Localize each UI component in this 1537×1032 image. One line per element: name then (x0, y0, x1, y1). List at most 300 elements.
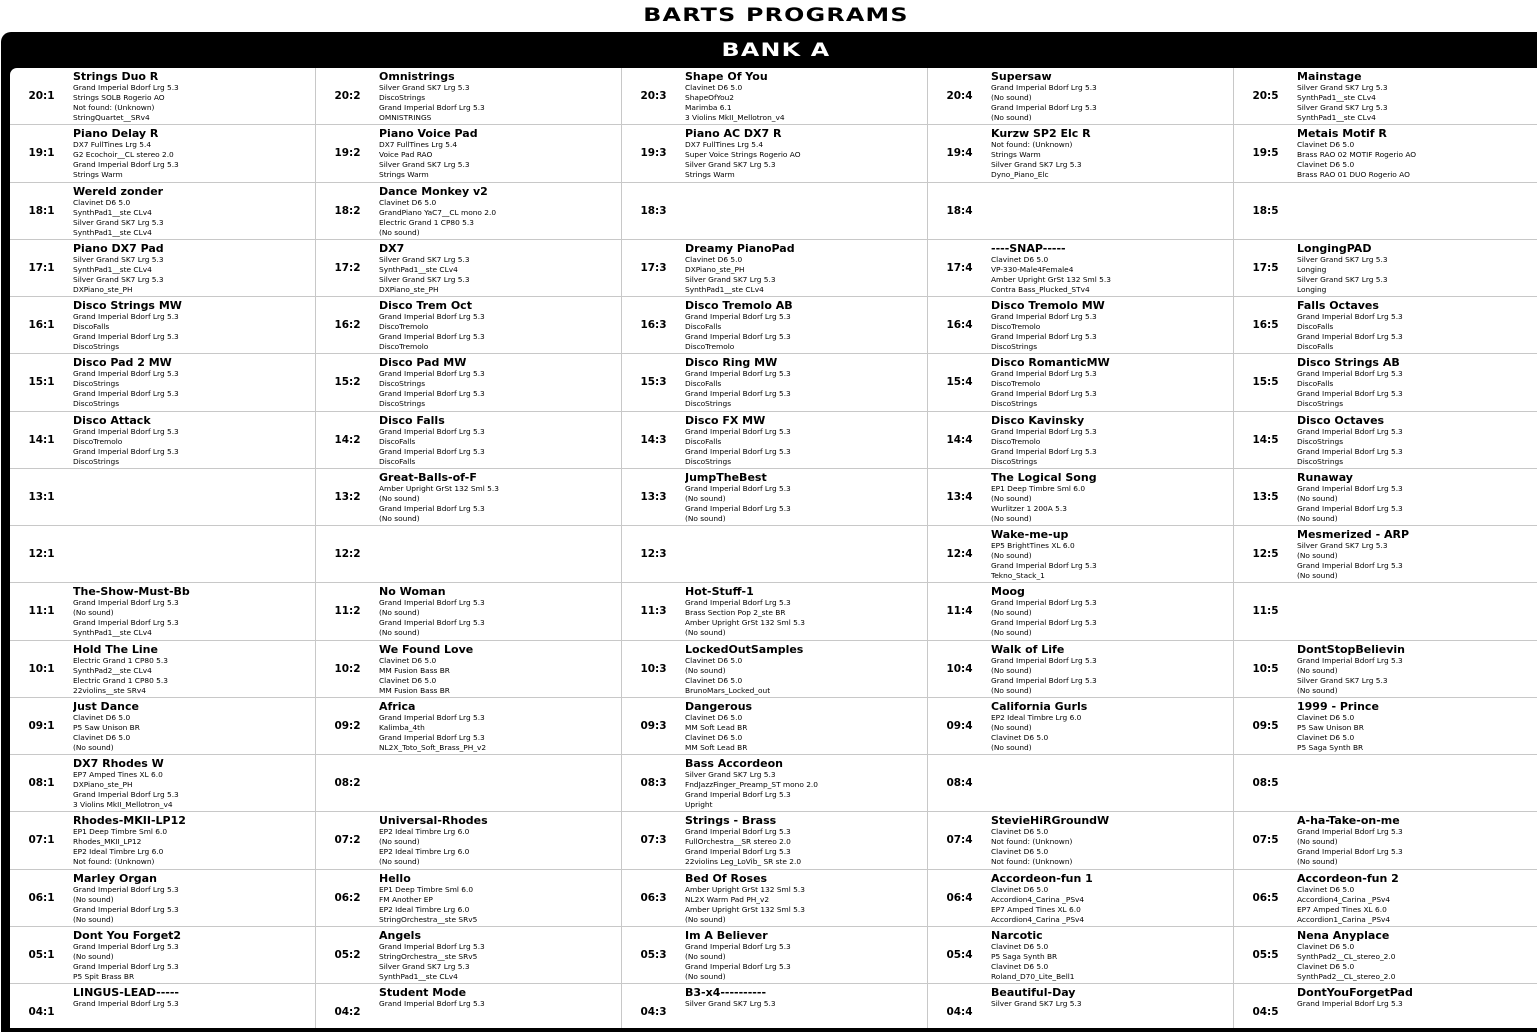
program-cell[interactable] (622, 183, 928, 239)
program-layer: Strings Warm (73, 170, 123, 180)
program-cell[interactable] (622, 870, 928, 926)
program-cell[interactable] (316, 354, 622, 410)
slot-number: 10:1 (28, 662, 55, 675)
program-info (1297, 812, 1537, 867)
program-cell[interactable] (622, 755, 928, 811)
slot-number: 18:2 (334, 204, 361, 217)
slot-number: 07:3 (640, 834, 667, 847)
program-layer: (No sound) (379, 608, 420, 618)
program-layer: DX7 FullTines Lrg 5.4 (379, 140, 458, 150)
program-layer: MM Fusion Bass BR (379, 665, 450, 675)
program-cell[interactable] (928, 870, 1234, 926)
program-layer: DiscoStrings (685, 399, 732, 409)
program-name: California Gurls (991, 699, 1088, 713)
program-name: Walk of Life (991, 642, 1065, 656)
program-info (1297, 984, 1537, 1009)
program-cell[interactable] (10, 812, 316, 868)
program-info (73, 641, 315, 696)
program-layer: (No sound) (991, 608, 1032, 618)
program-cell[interactable] (928, 641, 1234, 697)
program-layer: (No sound) (685, 951, 726, 961)
slot-number: 13:4 (946, 490, 973, 503)
program-name: Student Mode (379, 986, 467, 999)
slot-number: 08:1 (28, 777, 55, 790)
slot-number: 10:5 (1252, 662, 1279, 675)
program-cell[interactable] (316, 698, 622, 754)
program-cell[interactable] (928, 984, 1234, 1028)
program-info (991, 68, 1233, 123)
program-cell[interactable] (622, 354, 928, 410)
slot-number: 20:3 (640, 90, 667, 103)
program-layer: Silver Grand SK7 Lrg 5.3 (685, 999, 776, 1008)
program-cell[interactable] (1234, 412, 1537, 468)
program-cell[interactable] (1234, 469, 1537, 525)
program-cell[interactable] (316, 870, 622, 926)
program-cell[interactable] (622, 68, 928, 124)
slot-number: 05:1 (28, 948, 55, 961)
program-name: Marley Organ (73, 871, 157, 885)
program-cell[interactable] (316, 641, 622, 697)
program-layer: Brass RAO 02 MOTIF Rogerio AO (1297, 150, 1417, 160)
program-layer: Voice Pad RAO (379, 150, 433, 160)
program-layer: Silver Grand SK7 Lrg 5.3 (1297, 103, 1388, 112)
slot-number: 14:3 (640, 433, 667, 446)
slot-number: 09:5 (1252, 719, 1279, 732)
program-name: Wereld zonder (73, 184, 164, 198)
program-cell[interactable] (1234, 240, 1537, 296)
program-cell[interactable] (316, 68, 622, 124)
program-layer: DiscoTremolo (991, 379, 1041, 389)
program-layer: DiscoTremolo (991, 436, 1041, 446)
program-layer: Silver Grand SK7 Lrg 5.3 (685, 274, 776, 284)
slot-number: 07:4 (946, 834, 973, 847)
program-layer: Grand Imperial Bdorf Lrg 5.3 (73, 389, 179, 399)
program-name: 1999 - Prince (1297, 699, 1379, 713)
program-cell[interactable] (10, 183, 316, 239)
program-layer: Clavinet D6 5.0 (685, 254, 743, 264)
program-layer: NL2X Warm Pad PH_v2 (685, 894, 770, 904)
program-layer: (No sound) (685, 493, 726, 503)
program-info (1297, 927, 1537, 982)
program-cell[interactable] (316, 125, 622, 181)
program-layer: Grand Imperial Bdorf Lrg 5.3 (379, 598, 485, 608)
program-info (685, 183, 927, 186)
program-layer: Clavinet D6 5.0 (991, 732, 1049, 742)
slot-number: 07:2 (334, 834, 361, 847)
program-layer: EP2 Ideal Timbre Lrg 6.0 (991, 712, 1082, 722)
program-info (685, 984, 927, 1009)
program-layer: Silver Grand SK7 Lrg 5.3 (1297, 541, 1388, 550)
program-cell[interactable] (928, 812, 1234, 868)
program-row (10, 698, 1537, 755)
program-name: LINGUS-LEAD----- (73, 986, 179, 999)
program-layer: (No sound) (685, 914, 726, 924)
program-cell[interactable] (928, 297, 1234, 353)
program-layer: Silver Grand SK7 Lrg 5.3 (379, 83, 470, 92)
program-layer: DX7 FullTines Lrg 5.4 (685, 140, 764, 150)
program-layer: (No sound) (379, 227, 420, 237)
program-layer: DiscoStrings (73, 399, 120, 409)
program-layer: Grand Imperial Bdorf Lrg 5.3 (73, 369, 179, 379)
program-name: DontYouForgetPad (1297, 986, 1413, 999)
program-cell[interactable] (928, 698, 1234, 754)
program-layer: Grand Imperial Bdorf Lrg 5.3 (991, 618, 1097, 628)
slot-number: 16:2 (334, 319, 361, 332)
program-name: Beautiful-Day (991, 986, 1076, 999)
program-cell[interactable] (10, 698, 316, 754)
program-layer: (No sound) (1297, 837, 1338, 847)
program-layer: DXPiano_ste_PH (73, 780, 133, 789)
program-info (685, 412, 927, 467)
program-info (1297, 641, 1537, 696)
program-cell[interactable] (622, 698, 928, 754)
program-layer: Grand Imperial Bdorf Lrg 5.3 (991, 675, 1097, 685)
program-layer: Grand Imperial Bdorf Lrg 5.3 (1297, 312, 1403, 321)
program-cell[interactable] (928, 927, 1234, 983)
program-info (685, 812, 927, 867)
program-name: Disco Falls (379, 413, 445, 427)
program-layer: Silver Grand SK7 Lrg 5.3 (73, 274, 164, 284)
program-layer: Grand Imperial Bdorf Lrg 5.3 (1297, 503, 1403, 513)
program-layer: Grand Imperial Bdorf Lrg 5.3 (685, 446, 791, 456)
program-cell[interactable] (928, 183, 1234, 239)
program-layer: DX7 FullTines Lrg 5.4 (73, 140, 152, 150)
program-layer: Grand Imperial Bdorf Lrg 5.3 (379, 312, 485, 321)
program-layer: (No sound) (1297, 551, 1338, 560)
program-cell[interactable] (1234, 183, 1537, 239)
program-row (10, 125, 1537, 182)
program-layer: MM Soft Lead BR (685, 742, 748, 752)
program-cell[interactable] (928, 412, 1234, 468)
slot-number: 05:3 (640, 948, 667, 961)
program-layer: Grand Imperial Bdorf Lrg 5.3 (379, 503, 485, 513)
program-layer: Grand Imperial Bdorf Lrg 5.3 (73, 884, 179, 894)
program-layer: Grand Imperial Bdorf Lrg 5.3 (379, 332, 485, 341)
program-layer: OMNISTRINGS (379, 113, 432, 122)
program-cell[interactable] (1234, 984, 1537, 1028)
program-cell[interactable] (928, 240, 1234, 296)
program-layer: Not found: (Unknown) (73, 857, 155, 867)
program-layer: Grand Imperial Bdorf Lrg 5.3 (685, 598, 791, 608)
program-cell[interactable] (928, 755, 1234, 811)
program-cell[interactable] (1234, 354, 1537, 410)
program-cell[interactable] (1234, 698, 1537, 754)
program-info (379, 583, 621, 638)
program-name: Accordeon-fun 2 (1297, 871, 1399, 885)
program-layer: SynthPad1__ste CLv4 (379, 264, 458, 274)
program-cell[interactable] (928, 583, 1234, 639)
program-info (1297, 125, 1537, 180)
program-cell[interactable] (928, 125, 1234, 181)
program-cell[interactable] (622, 240, 928, 296)
program-info (73, 583, 315, 638)
program-layer: Grand Imperial Bdorf Lrg 5.3 (379, 426, 485, 436)
program-cell[interactable] (622, 812, 928, 868)
program-cell[interactable] (10, 469, 316, 525)
slot-number: 04:5 (1252, 1006, 1279, 1019)
program-cell[interactable] (10, 641, 316, 697)
program-cell[interactable] (622, 984, 928, 1028)
program-cell[interactable] (1234, 526, 1537, 582)
program-layer: P5 Spit Brass BR (73, 971, 135, 981)
slot-number: 10:4 (946, 662, 973, 675)
program-layer: Clavinet D6 5.0 (73, 732, 131, 742)
program-layer: DiscoFalls (379, 456, 416, 466)
program-layer: DiscoFalls (685, 436, 722, 446)
program-info (1297, 240, 1537, 295)
program-name: Disco Ring MW (685, 356, 778, 370)
program-layer: (No sound) (991, 722, 1032, 732)
program-info (991, 240, 1233, 295)
slot-number: 17:5 (1252, 261, 1279, 274)
program-layer: Grand Imperial Bdorf Lrg 5.3 (73, 904, 179, 914)
program-info (379, 469, 621, 524)
program-cell[interactable] (1234, 297, 1537, 353)
program-name: Shape Of You (685, 70, 768, 83)
program-info (685, 354, 927, 409)
slot-number: 12:5 (1252, 548, 1279, 561)
program-layer: Grand Imperial Bdorf Lrg 5.3 (73, 446, 179, 456)
program-cell[interactable] (10, 297, 316, 353)
program-layer: Not found: (Unknown) (991, 857, 1073, 867)
program-layer: (No sound) (991, 93, 1032, 102)
program-name: Disco Strings AB (1297, 356, 1400, 370)
program-cell[interactable] (1234, 125, 1537, 181)
program-layer: DiscoStrings (73, 456, 120, 466)
slot-number: 17:4 (946, 261, 973, 274)
slot-number: 17:2 (334, 261, 361, 274)
program-row (10, 984, 1537, 1028)
program-layer: Strings SOLB Rogerio AO (73, 93, 165, 102)
program-name: The-Show-Must-Bb (73, 585, 190, 599)
program-layer: DiscoStrings (379, 399, 426, 409)
program-grid (10, 68, 1537, 1028)
program-layer: Contra Bass_Plucked_STv4 (991, 284, 1090, 294)
program-info (685, 755, 927, 810)
program-layer: Grand Imperial Bdorf Lrg 5.3 (73, 999, 179, 1008)
program-cell[interactable] (1234, 583, 1537, 639)
slot-number: 14:1 (28, 433, 55, 446)
program-layer: (No sound) (685, 665, 726, 675)
program-cell[interactable] (10, 240, 316, 296)
program-layer: DiscoTremolo (73, 436, 123, 446)
program-layer: Grand Imperial Bdorf Lrg 5.3 (73, 83, 179, 92)
program-layer: Silver Grand SK7 Lrg 5.3 (73, 254, 164, 264)
program-layer: Clavinet D6 5.0 (685, 655, 743, 665)
program-info (991, 984, 1233, 1009)
slot-number: 10:3 (640, 662, 667, 675)
program-layer: DXPiano_ste_PH (73, 284, 133, 294)
program-layer: Electric Grand 1 CP80 5.3 (379, 217, 474, 227)
program-cell[interactable] (10, 125, 316, 181)
program-cell[interactable] (316, 583, 622, 639)
program-layer: Grand Imperial Bdorf Lrg 5.3 (991, 655, 1097, 665)
program-layer: EP7 Amped Tines XL 6.0 (1297, 904, 1387, 914)
slot-number: 17:1 (28, 261, 55, 274)
program-layer: NL2X_Toto_Soft_Brass_PH_v2 (379, 742, 487, 752)
program-layer: Clavinet D6 5.0 (379, 655, 437, 665)
program-layer: Silver Grand SK7 Lrg 5.3 (991, 999, 1082, 1008)
program-cell[interactable] (928, 68, 1234, 124)
slot-number: 07:1 (28, 834, 55, 847)
program-info (379, 526, 621, 529)
program-info (685, 526, 927, 529)
program-cell[interactable] (1234, 755, 1537, 811)
program-name: Disco Tremolo MW (991, 299, 1105, 312)
program-cell[interactable] (622, 469, 928, 525)
program-cell[interactable] (928, 469, 1234, 525)
program-layer: SynthPad1__ste CLv4 (73, 227, 152, 237)
program-cell[interactable] (316, 183, 622, 239)
program-info (1297, 297, 1537, 352)
program-info (991, 698, 1233, 753)
program-layer: Grand Imperial Bdorf Lrg 5.3 (685, 312, 791, 321)
program-info (73, 412, 315, 467)
slot-number: 12:1 (28, 548, 55, 561)
program-cell[interactable] (316, 240, 622, 296)
program-cell[interactable] (316, 469, 622, 525)
slot-number: 13:1 (28, 490, 55, 503)
program-layer: Clavinet D6 5.0 (685, 712, 743, 722)
program-layer: EP7 Amped Tines XL 6.0 (73, 770, 163, 779)
program-cell[interactable] (10, 68, 316, 124)
program-layer: Silver Grand SK7 Lrg 5.3 (379, 274, 470, 284)
slot-number: 05:2 (334, 948, 361, 961)
program-layer: Grand Imperial Bdorf Lrg 5.3 (1297, 561, 1403, 570)
program-name: Dreamy PianoPad (685, 241, 795, 255)
program-cell[interactable] (316, 755, 622, 811)
program-info (1297, 526, 1537, 581)
program-layer: EP7 Amped Tines XL 6.0 (991, 904, 1081, 914)
program-layer: (No sound) (379, 857, 420, 867)
program-layer: (No sound) (991, 742, 1032, 752)
program-cell[interactable] (316, 984, 622, 1028)
slot-number: 07:5 (1252, 834, 1279, 847)
program-info (379, 641, 621, 696)
program-cell[interactable] (622, 583, 928, 639)
slot-number: 13:3 (640, 490, 667, 503)
program-cell[interactable] (1234, 68, 1537, 124)
program-name: DX7 (379, 241, 405, 255)
program-cell[interactable] (316, 412, 622, 468)
program-cell[interactable] (622, 297, 928, 353)
program-cell[interactable] (316, 812, 622, 868)
program-name: Disco FX MW (685, 413, 766, 427)
program-cell[interactable] (10, 354, 316, 410)
program-info (991, 583, 1233, 638)
program-info (991, 412, 1233, 467)
program-cell[interactable] (928, 526, 1234, 582)
program-layer: (No sound) (379, 837, 420, 847)
program-cell[interactable] (316, 927, 622, 983)
program-name: Hold The Line (73, 642, 158, 656)
program-info (73, 297, 315, 352)
program-cell[interactable] (10, 526, 316, 582)
program-layer: Grand Imperial Bdorf Lrg 5.3 (1297, 483, 1403, 493)
program-layer: Amber Upright GrSt 132 Sml 5.3 (685, 884, 805, 894)
program-cell[interactable] (1234, 812, 1537, 868)
program-cell[interactable] (10, 870, 316, 926)
program-info (379, 125, 621, 180)
program-layer: DiscoStrings (1297, 399, 1344, 409)
program-name: Accordeon-fun 1 (991, 871, 1093, 885)
slot-number: 08:2 (334, 777, 361, 790)
program-cell[interactable] (928, 354, 1234, 410)
program-info (379, 927, 621, 982)
program-layer: BrunoMars_Locked_out (685, 685, 771, 695)
program-info (73, 469, 315, 472)
program-layer: Silver Grand SK7 Lrg 5.3 (685, 160, 776, 170)
program-cell[interactable] (622, 641, 928, 697)
program-info (991, 927, 1233, 982)
program-cell[interactable] (622, 927, 928, 983)
program-cell[interactable] (622, 412, 928, 468)
program-cell[interactable] (622, 125, 928, 181)
program-layer: Not found: (Unknown) (991, 140, 1073, 150)
program-cell[interactable] (10, 927, 316, 983)
slot-number: 14:5 (1252, 433, 1279, 446)
program-layer: (No sound) (685, 971, 726, 981)
program-info (685, 583, 927, 638)
program-layer: (No sound) (991, 628, 1032, 638)
program-layer: Longing (1297, 264, 1327, 274)
program-layer: Grand Imperial Bdorf Lrg 5.3 (379, 369, 485, 379)
program-name: Bass Accordeon (685, 757, 783, 770)
program-layer: (No sound) (379, 493, 420, 503)
program-layer: Grand Imperial Bdorf Lrg 5.3 (1297, 426, 1403, 436)
program-layer: Grand Imperial Bdorf Lrg 5.3 (991, 561, 1097, 570)
program-layer: Clavinet D6 5.0 (1297, 884, 1355, 894)
program-layer: Clavinet D6 5.0 (1297, 961, 1355, 971)
program-layer: Roland_D70_Lite_Bell1 (991, 971, 1075, 981)
program-cell[interactable] (10, 583, 316, 639)
program-info (73, 68, 315, 123)
program-layer: Clavinet D6 5.0 (991, 961, 1049, 971)
program-cell[interactable] (1234, 927, 1537, 983)
program-info (73, 698, 315, 753)
program-info (379, 870, 621, 925)
program-cell[interactable] (10, 984, 316, 1028)
slot-number: 19:5 (1252, 147, 1279, 160)
program-name: Mainstage (1297, 70, 1362, 83)
program-layer: SynthPad1__ste CLv4 (73, 628, 152, 638)
program-row (10, 870, 1537, 927)
program-cell[interactable] (1234, 870, 1537, 926)
slot-number: 11:5 (1252, 605, 1279, 618)
program-layer: Clavinet D6 5.0 (991, 827, 1049, 837)
program-cell[interactable] (1234, 641, 1537, 697)
program-layer: 22violins__ste SRv4 (73, 685, 146, 695)
program-cell[interactable] (10, 755, 316, 811)
program-info (73, 927, 315, 982)
program-layer: ShapeOfYou2 (685, 93, 735, 102)
program-layer: SynthPad1__ste CLv4 (379, 971, 458, 981)
program-info (73, 183, 315, 238)
program-layer: Grand Imperial Bdorf Lrg 5.3 (685, 483, 791, 493)
slot-number: 20:1 (28, 90, 55, 103)
program-cell[interactable] (316, 297, 622, 353)
slot-number: 08:3 (640, 777, 667, 790)
program-layer: (No sound) (991, 493, 1032, 503)
program-info (991, 526, 1233, 581)
slot-number: 17:3 (640, 261, 667, 274)
program-name: Narcotic (991, 928, 1043, 942)
program-cell[interactable] (10, 412, 316, 468)
program-layer: Grand Imperial Bdorf Lrg 5.3 (73, 961, 179, 971)
program-cell[interactable] (622, 526, 928, 582)
program-cell[interactable] (316, 526, 622, 582)
slot-number: 05:5 (1252, 948, 1279, 961)
